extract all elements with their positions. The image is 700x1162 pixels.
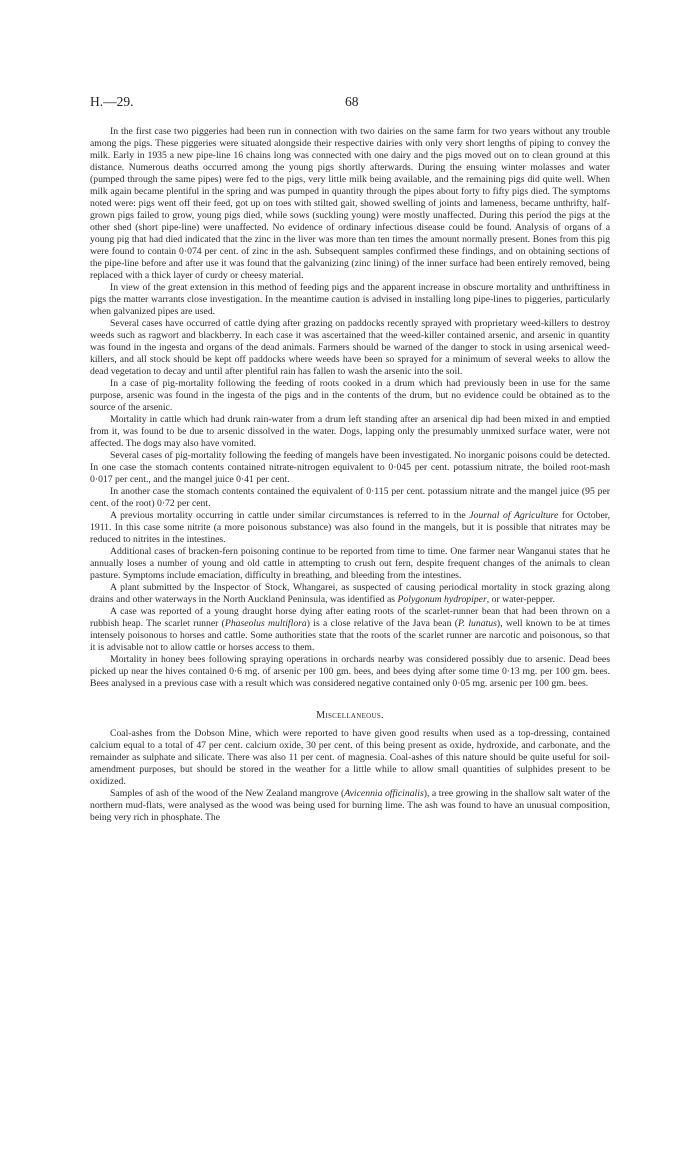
paragraph [90,318,610,378]
paragraph [90,282,610,318]
paragraph [90,126,610,282]
text-run: Mortality in honey bees following spraying operations in orchards nearby was considered possibly due to arsenic. Dead bees picked up near the hives contained 0·6 mg. of arsenic per 100 gm. bees, and bees dying after some time 0·13 mg. per 100 gm. bees. Bees analysed in a previous case with a result which was considered negative contained only 0·05 mg. arsenic per 100 gm. bees. [90,654,610,689]
italic-term: Journal of Agriculture [469,510,559,521]
text-run: ) is a close relative of the Java bean ( [306,618,458,629]
text-run: ), well known to be at times intensely poisonous to horses and cattle. Some authorities state that the roots of the scarlet runner are narcotic and poisonous, so that it is advisable not to allow cattle or horses access to them. [90,618,610,653]
text-run: Additional cases of bracken-fern poisoning continue to be reported from time to time. One farmer near Wanganui states that he annually loses a number of young and old cattle in attempting to crush out fern, despite frequent changes of the animals to clean pasture. Symptoms include emaciation, difficulty in breathing, and bleeding from the intestines. [90,546,610,581]
page-header [90,94,610,110]
paragraph [90,728,610,788]
text-run: In view of the great extension in this method of feeding pigs and the apparent increase in obscure mortality and unthriftiness in pigs the matter warrants close investigation. In the meantime caution is advised in installing long pipe-lines to piggeries, particularly when galvanized pipes are used. [90,282,610,317]
text-run: , or water-pepper. [486,594,555,605]
paragraph [90,414,610,450]
text-run: A previous mortality occurring in cattle under similar circumstances is referred to in the [110,510,470,521]
paragraph [90,378,610,414]
paragraph [90,510,610,546]
italic-term: P. lunatus [457,618,497,629]
page-number: 68 [345,94,359,109]
italic-term: Polygonum hydropiper [397,594,487,605]
report-code: H.—29. [90,94,134,109]
section-heading: Miscellaneous. [316,710,384,721]
text-run: for October, 1911. In this case some nitrite (a more poisonous substance) was also found in the mangels, but it is possible that nitrates may be reduced to nitrites in the intestines. [90,510,611,545]
text-run: Coal-ashes from the Dobson Mine, which were reported to have given good results when used as a top-dressing, contained calcium equal to a total of 47 per cent. calcium oxide, 30 per cent. of this being present as oxide, hydroxide, and carbonate, and the remainder as sulphate and silicate. There was also 11 per cent. of magnesia. Coal-ashes of this nature should be quite useful for soil-amendment purposes, but should be stored in the weather for a little while to allow small quantities of sulphides present to be oxidized. [90,728,610,787]
paragraph [90,486,610,510]
text-run: A case was reported of a young draught horse dying after eating roots of the scarlet-runner bean that had been thrown on a rubbish heap. The scarlet runner ( [90,606,610,629]
italic-term: Avicennia officinalis [344,788,424,799]
paragraph [90,606,610,654]
text-run: Several cases have occurred of cattle dying after grazing on paddocks recently sprayed with proprietary weed-killers to destroy weeds such as ragwort and blackberry. In each case it was ascertained that the weed-killer contained arsenic, and arsenic in quantity was found in the ingesta and organs of the dead animals. Farmers should be warned of the danger to stock in using arsenical weed-killers, and all stock should be kept off paddocks where weeds have been so sprayed for a minimum of several weeks to allow the dead vegetation to decay and until after plentiful rain has fallen to wash the arsenic into the soil. [90,318,610,377]
miscellaneous-section [90,728,610,824]
body-text [90,126,610,824]
paragraph [90,788,610,824]
paragraph [90,546,610,582]
main-section [90,126,610,690]
paragraph [90,450,610,486]
italic-term: Phaseolus multiflora [224,618,307,629]
text-run: ), a tree growing in the shallow salt water of the northern mud-flats, were analysed as the wood was being used for burning lime. The ash was found to have an unusual composition, being very rich in phosphate. The [90,788,610,823]
text-run: Samples of ash of the wood of the New Zealand mangrove ( [110,788,345,799]
text-run: In the first case two piggeries had been run in connection with two dairies on the same farm for two years without any trouble among the pigs. These piggeries were situated alongside their respective dairies with only very short lengths of piping to convey the milk. Early in 1935 a new pipe-line 16 chains long was connected with one dairy and the pigs moved out on to clean ground at this distance. Numerous deaths occurred among the young pigs shortly afterwards. During the ensuing winter molasses and water (pumped through the same pipes) were fed to the pigs, very little milk being available, and the remaining pigs did quite well. When milk again became plentiful in the spring and was pumped in quantity through the pipes about forty to fifty pigs died. The symptoms noted were: pigs went off their feed, got up on toes with stilted gait, showed swelling of joints and lameness, became unthrifty, half-grown pigs failed to grow, young pigs died, while sows (suckling young) were mostly unaffected. During this period the pigs at the other shed (short pipe-line) were unaffected. No evidence of ordinary infectious disease could be found. Analysis of organs of a young pig that had died indicated that the zinc in the liver was more than ten times the amount normally present. Bones from this pig were found to contain 0·074 per cent. of zinc in the ash. Subsequent samples confirmed these findings, and on obtaining sections of the pipe-line before and after use it was found that the galvanizing (zinc lining) of the inner surface had been entirely removed, being replaced with a thick layer of curdy or cheesy material. [90,126,610,281]
text-run: A plant submitted by the Inspector of Stock, Whangarei, as suspected of causing periodical mortality in stock grazing along drains and other waterways in the North Auckland Peninsula, was identified as [90,582,610,605]
text-run: Several cases of pig-mortality following the feeding of mangels have been investigated. No inorganic poisons could be detected. In one case the stomach contents contained nitrate-nitrogen equivalent to 0·045 per cent. potassium nitrate, the boiled root-mash 0·017 per cent., and the mangel juice 0·41 per cent. [90,450,610,485]
text-run: Mortality in cattle which had drunk rain-water from a drum left standing after an arsenical dip had been mixed in and emptied from it, was found to be due to arsenic dissolved in the water. Dogs, lapping only the presumably unmixed surface water, were not affected. The dogs may also have vomited. [90,414,610,449]
text-run: In a case of pig-mortality following the feeding of roots cooked in a drum which had previously been in use for the same purpose, arsenic was found in the ingesta of the pigs and in the contents of the drum, but no evidence could be obtained as to the source of the arsenic. [90,378,610,413]
text-run: In another case the stomach contents contained the equivalent of 0·115 per cent. potassium nitrate and the mangel juice (95 per cent. of the root) 0·72 per cent. [90,486,610,509]
paragraph [90,654,610,690]
paragraph [90,582,610,606]
